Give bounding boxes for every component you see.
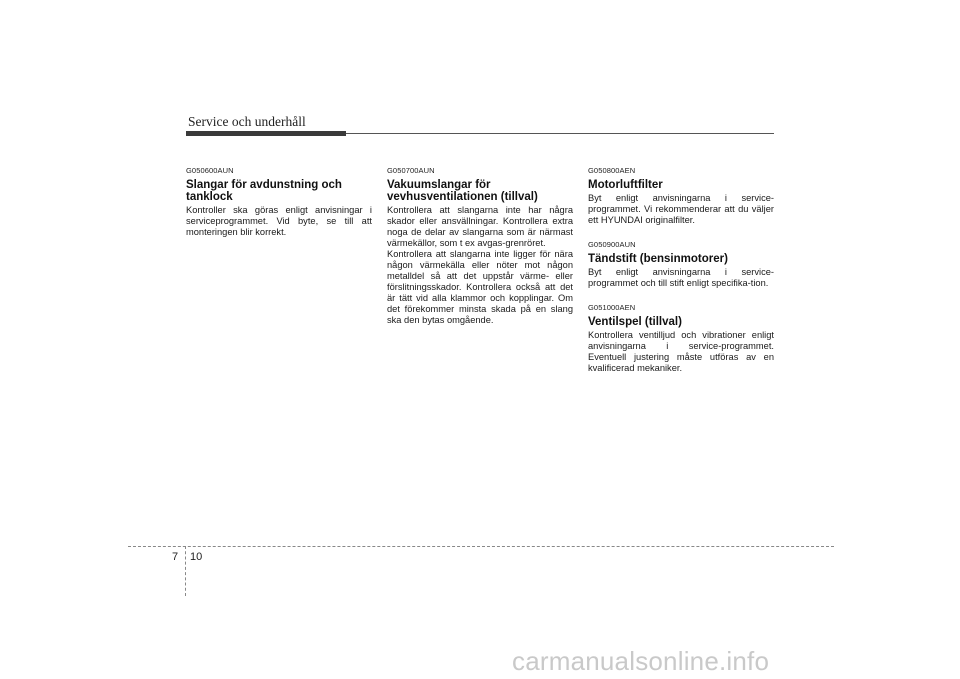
page-header-title: Service och underhåll — [188, 114, 306, 129]
section-body: Byt enligt anvisningarna i service-programmet och till stift enligt specifika-tion. — [588, 267, 774, 288]
chapter-number: 7 — [172, 551, 179, 563]
section-air-filter — [588, 166, 774, 226]
section-body: Kontrollera att slangarna inte har några skador eller ansvällningar. Kontrollera extra noga de delar av slangarna som är närmast värmekällor, som t ex avgas-grenröret. — [387, 205, 573, 248]
header-rule-thick — [186, 131, 346, 136]
section-vacuum-hoses — [387, 166, 573, 326]
section-code: G050900AUN — [588, 240, 636, 249]
footer-dashed-rule — [128, 546, 834, 547]
header-rule-thin — [346, 133, 774, 134]
section-body: Byt enligt anvisningarna i service-programmet. Vi rekommenderar att du väljer ett HYUNDAI originalfilter. — [588, 193, 774, 225]
section-code: G050800AEN — [588, 166, 636, 175]
watermark: carmanualsonline.info — [512, 646, 770, 676]
column-2 — [387, 166, 573, 340]
section-heading: Ventilspel (tillval) — [588, 316, 682, 328]
section-spark-plugs — [588, 240, 774, 289]
column-3 — [588, 166, 774, 388]
section-heading: Slangar för avdunstning och tanklock — [186, 179, 342, 203]
section-code: G051000AEN — [588, 303, 636, 312]
column-1 — [186, 166, 372, 252]
section-code: G050600AUN — [186, 166, 234, 175]
footer-vertical-dashed-rule — [185, 546, 186, 596]
section-valve-clearance — [588, 303, 774, 374]
section-heading: Motorluftfilter — [588, 179, 663, 191]
section-evap-hoses — [186, 166, 372, 238]
section-heading: Vakuumslangar för vevhusventilationen (tillval) — [387, 179, 538, 203]
section-code: G050700AUN — [387, 166, 435, 175]
section-heading: Tändstift (bensinmotorer) — [588, 253, 728, 265]
section-body: Kontrollera ventilljud och vibrationer enligt anvisningarna i service-programmet. Eventuell justering måste utföras av en kvalificerad mekaniker. — [588, 330, 774, 373]
section-body-continued: Kontrollera att slangarna inte ligger för nära någon värmekälla eller nöter mot någon metalldel så att det uppstår värme- eller förslitningsskador. Kontrollera också att det är tätt vid alla klammor och kopplingar. Om det förekommer minsta skada på en slang ska den bytas omgående. — [387, 249, 573, 325]
section-body: Kontroller ska göras enligt anvisningar i serviceprogrammet. Vid byte, se till att monteringen blir korrekt. — [186, 205, 372, 237]
page-number: 10 — [190, 551, 203, 563]
